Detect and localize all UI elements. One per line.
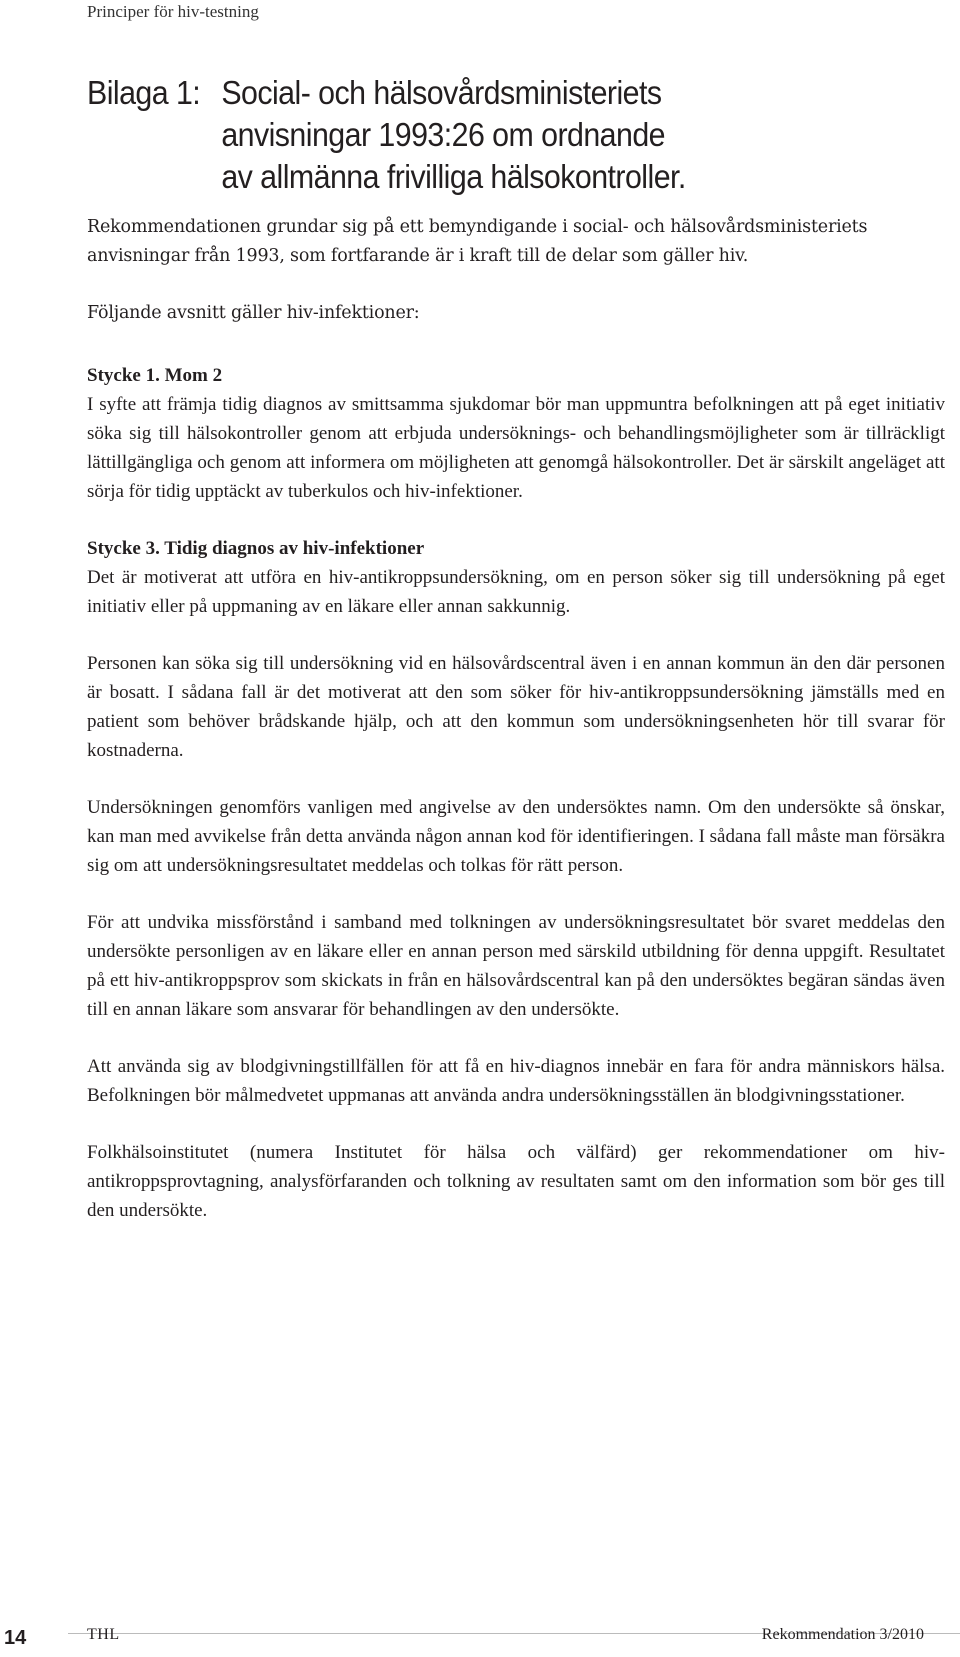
intro-lead: Följande avsnitt gäller hiv-infektioner:: [87, 303, 420, 323]
section-heading-1: Stycke 1. Mom 2: [87, 365, 223, 386]
section-3-paragraph: Att använda sig av blodgivningstillfällen för att få en hiv-diagnos innebär en fara för andra människors hälsa. Befolkningen bör målmedvetet uppmanas att använda andra undersökningsställen än blodgivningsstationer.: [87, 1056, 945, 1106]
page-number: 14: [0, 1623, 68, 1657]
section-3-paragraph: Folkhälsoinstitutet (numera Institutet för hälsa och välfärd) ger rekommendationer om hiv-antikroppsprovtagning, analysförfaranden och tolkning av resultaten samt om den information som bör ges till den undersökte.: [87, 1142, 945, 1221]
section-3-paragraph: Undersökningen genomförs vanligen med angivelse av den undersöktes namn. Om den undersökte så önskar, kan man med avvikelse från detta använda någon annan kod för identifieringen. I sådana fall måste man försäkra sig om att undersökningsresultatet meddelas och tolkas för rätt person.: [87, 797, 945, 876]
intro-paragraph: Rekommendationen grundar sig på ett bemyndigande i social- och hälsovårdsministeriets anvisningar från 1993, som fortfarande är i kraft till de delar som gäller hiv.: [87, 217, 868, 266]
section-1-paragraph: I syfte att främja tidig diagnos av smittsamma sjukdomar bör man uppmuntra befolkningen att på eget initiativ söka sig till hälsokontroller genom att erbjuda undersöknings- och behandlingsmöjligheter som är tillräckligt lättillgängliga och genom att informera om möjligheten att genomgå hälsokontroller. Det är särskilt angeläget att sörja för tidig upptäckt av tuberkulos och hiv-infektioner.: [87, 394, 945, 502]
body-text: [87, 213, 945, 1225]
footer-series: Rekommendation 3/2010: [761, 1626, 924, 1643]
section-heading-3: Stycke 3. Tidig diagnos av hiv-infektioner: [87, 538, 425, 559]
appendix-title: Social- och hälsovårdsministeriets anvisningar 1993:26 om ordnande av allmänna frivilliga hälsokontroller.: [221, 74, 686, 195]
section-3-paragraph: För att undvika missförstånd i samband med tolkningen av undersökningsresultatet bör svaret meddelas den undersökte personligen av en läkare eller en annan person med särskild utbildning för denna uppgift. Resultatet på ett hiv-antikroppsprov som skickats in från en hälsovårdscentral kan på den undersöktes begäran sändas även till en annan läkare som ansvarar för behandlingen av den undersökte.: [87, 912, 945, 1020]
section-3-paragraph: Personen kan söka sig till undersökning vid en hälsovårdscentral även i en annan kommun än den där personen är bosatt. I sådana fall är det motiverat att den som söker för hiv-antikroppsundersökning jämställs med en patient som behöver brådskande hjälp, och att den kommun som undersökningsenheten hör till svarar för kostnaderna.: [87, 653, 945, 761]
appendix-label: Bilaga 1:: [87, 74, 201, 111]
appendix-heading: [87, 72, 878, 198]
footer-publisher: THL: [87, 1626, 120, 1643]
running-head: Principer för hiv-testning: [87, 2, 259, 21]
section-3-paragraph: Det är motiverat att utföra en hiv-antikroppsundersökning, om en person söker sig till undersökning på eget initiativ eller på uppmaning av en läkare eller annan sakkunnig.: [87, 567, 945, 617]
